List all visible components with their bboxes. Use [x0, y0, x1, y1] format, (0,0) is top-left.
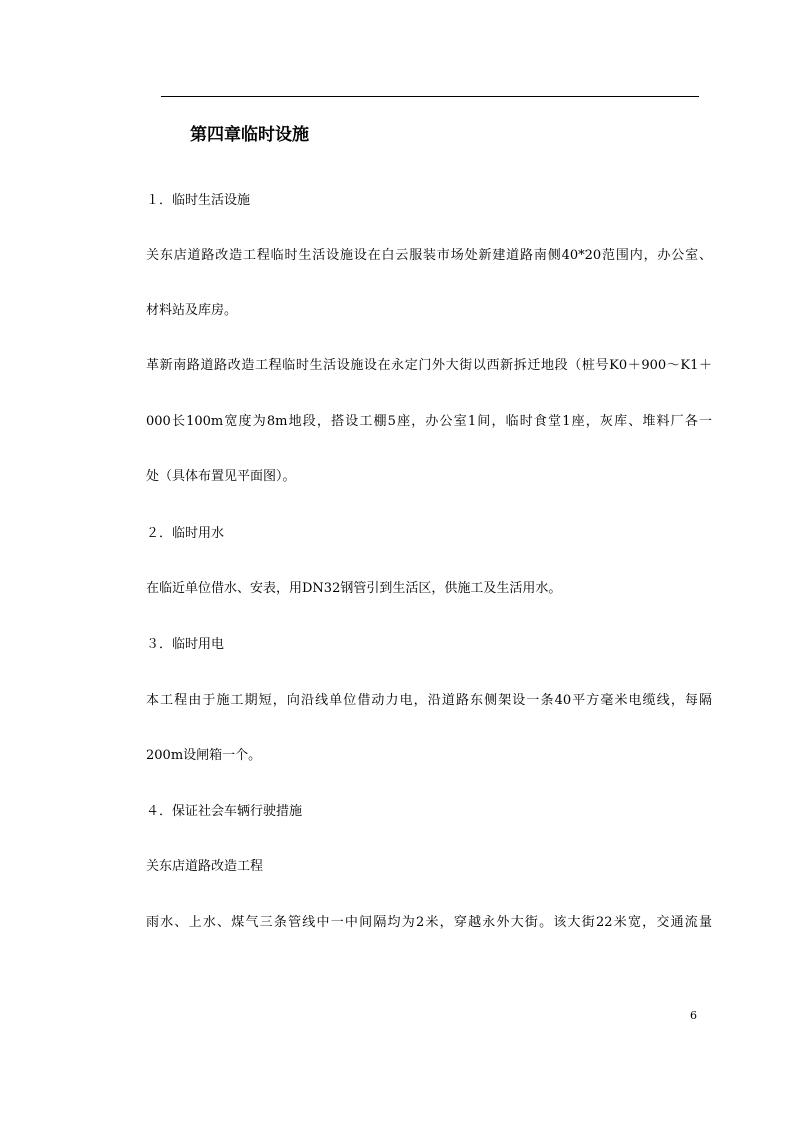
chapter-title: 第四章临时设施: [190, 125, 309, 145]
paragraph-line: 关东店道路改造工程临时生活设施设在白云服装市场处新建道路南侧40*20范围内，办公室、: [146, 248, 712, 263]
paragraph-line: 在临近单位借水、安表，用DN32钢管引到生活区，供施工及生活用水。: [146, 581, 562, 596]
section-heading-living-facilities: １．临时生活设施: [146, 193, 251, 208]
paragraph-line: 200m设闸箱一个。: [146, 748, 262, 763]
paragraph-line: 关东店道路改造工程: [146, 859, 264, 874]
section-heading-electricity: ３．临时用电: [146, 637, 225, 652]
paragraph-line: 处（具体布置见平面图）。: [146, 469, 296, 484]
paragraph-line: 革新南路道路改造工程临时生活设施设在永定门外大街以西新拆迁地段（桩号K0＋900～K1＋: [146, 358, 712, 373]
section-heading-water: ２．临时用水: [146, 526, 225, 541]
page-number: 6: [690, 1009, 697, 1022]
header-rule: [161, 96, 699, 97]
paragraph-line: 000长100m宽度为8m地段，搭设工棚5座，办公室1间，临时食堂1座，灰库、堆料厂各一: [146, 414, 712, 429]
paragraph-line: 本工程由于施工期短，向沿线单位借动力电，沿道路东侧架设一条40平方毫米电缆线，每隔: [146, 693, 712, 708]
section-heading-traffic: ４．保证社会车辆行驶措施: [146, 804, 303, 819]
paragraph-line: 材料站及库房。: [146, 303, 238, 318]
paragraph-line: 雨水、上水、煤气三条管线中一中间隔均为2米，穿越永外大街。该大街22米宽，交通流量: [146, 915, 712, 930]
